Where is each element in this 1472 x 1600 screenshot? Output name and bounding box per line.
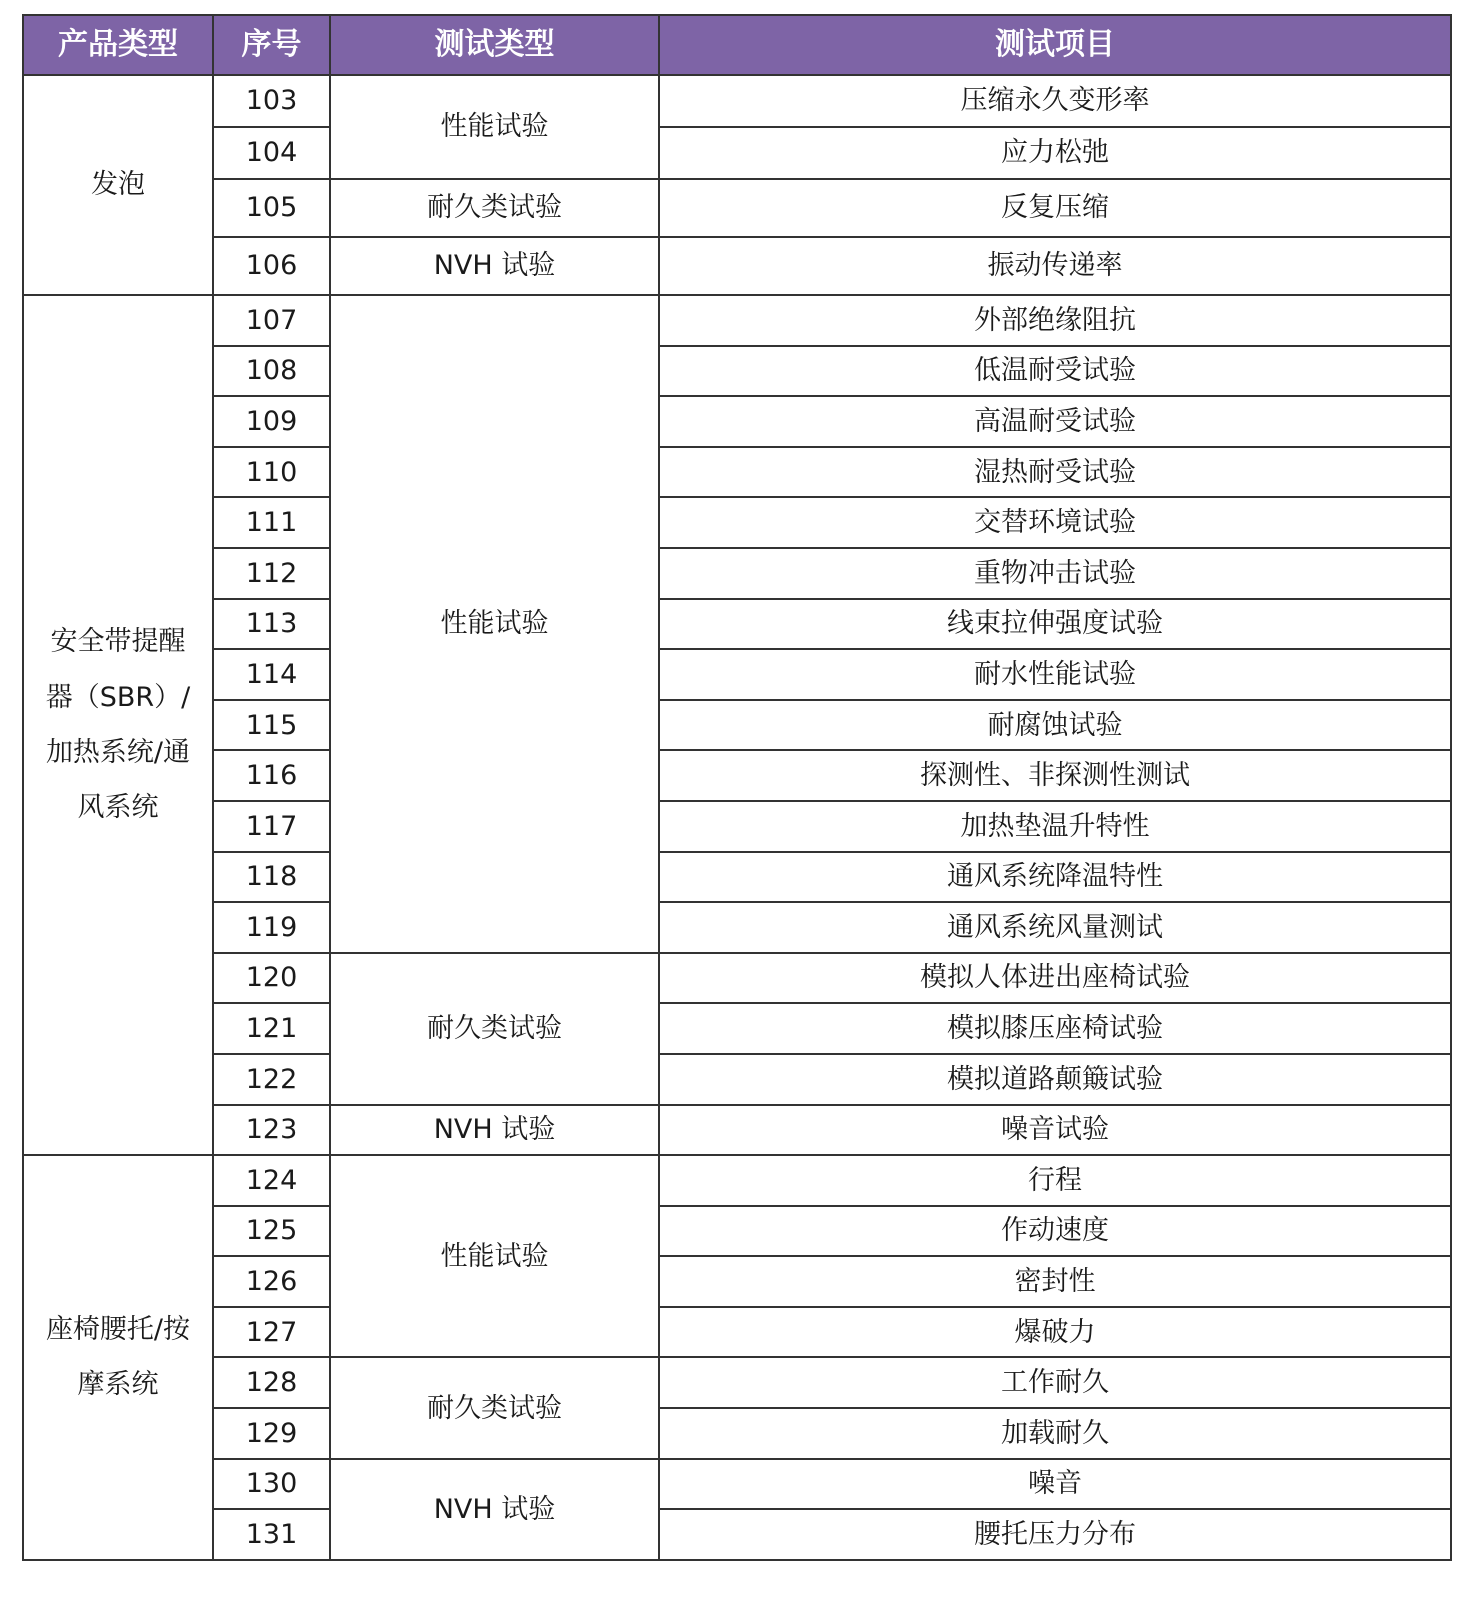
seq-cell: 111 (213, 497, 330, 548)
test-type-cell: 性能试验 (330, 295, 659, 953)
test-item-cell: 爆破力 (659, 1307, 1451, 1358)
test-item-cell: 振动传递率 (659, 237, 1451, 295)
seq-cell: 127 (213, 1307, 330, 1358)
table-row (23, 1155, 1451, 1206)
seq-cell: 113 (213, 599, 330, 650)
seq-cell: 103 (213, 75, 330, 127)
seq-cell: 106 (213, 237, 330, 295)
test-item-cell: 噪音 (659, 1459, 1451, 1510)
seq-cell: 120 (213, 953, 330, 1004)
table-row (23, 649, 1451, 700)
table-row (23, 346, 1451, 397)
test-item-cell: 工作耐久 (659, 1357, 1451, 1408)
test-type-cell: NVH 试验 (330, 1105, 659, 1156)
test-item-cell: 模拟人体进出座椅试验 (659, 953, 1451, 1004)
test-item-cell: 模拟道路颠簸试验 (659, 1054, 1451, 1105)
test-item-cell: 噪音试验 (659, 1105, 1451, 1156)
test-item-cell: 湿热耐受试验 (659, 447, 1451, 498)
table-row (23, 1357, 1451, 1408)
seq-cell: 130 (213, 1459, 330, 1510)
table-row (23, 1408, 1451, 1459)
header-product-type: 产品类型 (23, 15, 213, 75)
header-seq: 序号 (213, 15, 330, 75)
test-type-cell: NVH 试验 (330, 1459, 659, 1560)
table-row (23, 700, 1451, 751)
table-row (23, 1256, 1451, 1307)
test-item-cell: 模拟膝压座椅试验 (659, 1003, 1451, 1054)
test-item-cell: 线束拉伸强度试验 (659, 599, 1451, 650)
seq-cell: 118 (213, 852, 330, 903)
test-item-cell: 腰托压力分布 (659, 1509, 1451, 1560)
table-row (23, 953, 1451, 1004)
seq-cell: 124 (213, 1155, 330, 1206)
table-row (23, 1307, 1451, 1358)
header-test-type: 测试类型 (330, 15, 659, 75)
table-row (23, 548, 1451, 599)
table-row (23, 295, 1451, 346)
seq-cell: 104 (213, 127, 330, 179)
seq-cell: 110 (213, 447, 330, 498)
table-row (23, 1206, 1451, 1257)
table-row (23, 179, 1451, 237)
test-type-cell: 耐久类试验 (330, 179, 659, 237)
seq-cell: 131 (213, 1509, 330, 1560)
table-row (23, 750, 1451, 801)
seq-cell: 122 (213, 1054, 330, 1105)
table-row (23, 902, 1451, 953)
test-item-cell: 高温耐受试验 (659, 396, 1451, 447)
product-foam: 发泡 (23, 75, 213, 295)
test-items-table (22, 14, 1452, 1561)
test-type-cell: 性能试验 (330, 1155, 659, 1357)
table-row (23, 396, 1451, 447)
seq-cell: 117 (213, 801, 330, 852)
table-row (23, 497, 1451, 548)
seq-cell: 125 (213, 1206, 330, 1257)
table-row (23, 1003, 1451, 1054)
table-row (23, 75, 1451, 127)
seq-cell: 105 (213, 179, 330, 237)
seq-cell: 116 (213, 750, 330, 801)
seq-cell: 114 (213, 649, 330, 700)
test-type-cell: NVH 试验 (330, 237, 659, 295)
table-row (23, 599, 1451, 650)
test-item-cell: 反复压缩 (659, 179, 1451, 237)
table-row (23, 1105, 1451, 1156)
test-item-cell: 压缩永久变形率 (659, 75, 1451, 127)
test-item-cell: 外部绝缘阻抗 (659, 295, 1451, 346)
test-item-cell: 加热垫温升特性 (659, 801, 1451, 852)
test-item-cell: 重物冲击试验 (659, 548, 1451, 599)
seq-cell: 109 (213, 396, 330, 447)
test-item-cell: 耐水性能试验 (659, 649, 1451, 700)
test-item-cell: 密封性 (659, 1256, 1451, 1307)
test-item-cell: 行程 (659, 1155, 1451, 1206)
seq-cell: 107 (213, 295, 330, 346)
seq-cell: 108 (213, 346, 330, 397)
seq-cell: 112 (213, 548, 330, 599)
test-item-cell: 加载耐久 (659, 1408, 1451, 1459)
test-type-cell: 耐久类试验 (330, 953, 659, 1105)
header-test-item: 测试项目 (659, 15, 1451, 75)
test-item-cell: 应力松弛 (659, 127, 1451, 179)
seq-cell: 126 (213, 1256, 330, 1307)
seq-cell: 115 (213, 700, 330, 751)
test-item-cell: 耐腐蚀试验 (659, 700, 1451, 751)
table-row (23, 852, 1451, 903)
table-row (23, 1054, 1451, 1105)
table-row (23, 127, 1451, 179)
seq-cell: 129 (213, 1408, 330, 1459)
header-row (23, 15, 1451, 75)
test-type-cell: 性能试验 (330, 75, 659, 179)
test-item-cell: 探测性、非探测性测试 (659, 750, 1451, 801)
test-type-cell: 耐久类试验 (330, 1357, 659, 1458)
test-item-cell: 交替环境试验 (659, 497, 1451, 548)
product-lumbar-massage: 座椅腰托/按 摩系统 (23, 1155, 213, 1560)
seq-cell: 121 (213, 1003, 330, 1054)
test-item-cell: 通风系统降温特性 (659, 852, 1451, 903)
table-row (23, 801, 1451, 852)
table-row (23, 447, 1451, 498)
test-item-cell: 作动速度 (659, 1206, 1451, 1257)
seq-cell: 123 (213, 1105, 330, 1156)
product-sbr: 安全带提醒 器（SBR）/ 加热系统/通 风系统 (23, 295, 213, 1155)
table-row (23, 1459, 1451, 1510)
seq-cell: 119 (213, 902, 330, 953)
table-row (23, 237, 1451, 295)
test-item-cell: 低温耐受试验 (659, 346, 1451, 397)
table-row (23, 1509, 1451, 1560)
test-item-cell: 通风系统风量测试 (659, 902, 1451, 953)
seq-cell: 128 (213, 1357, 330, 1408)
